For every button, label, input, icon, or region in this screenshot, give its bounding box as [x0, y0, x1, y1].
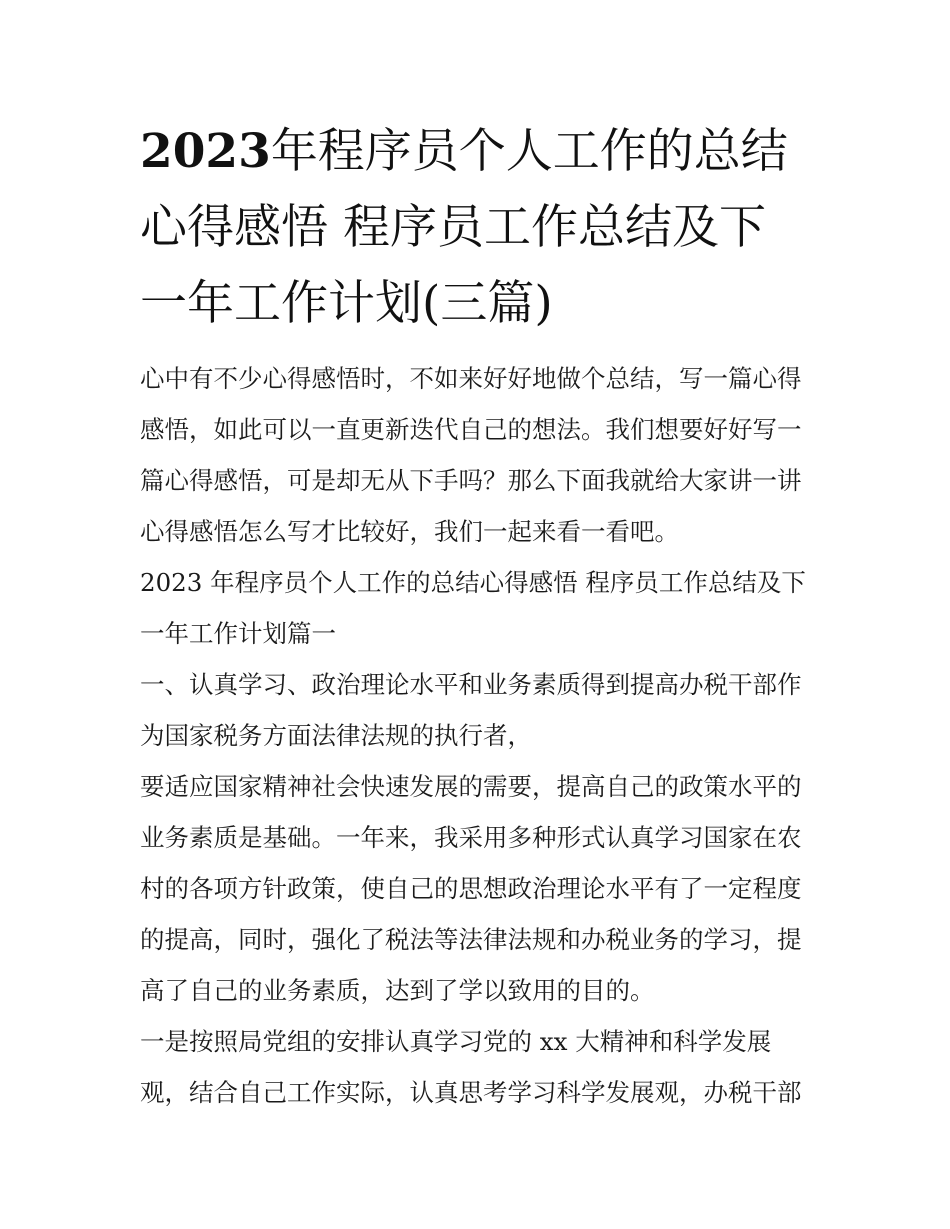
body-line: 观，结合自己工作实际，认真思考学习科学发展观，办税干部: [140, 1078, 802, 1107]
body-line: 要适应国家精神社会快速发展的需要，提高自己的政策水平的: [140, 772, 802, 801]
body-line: 业务素质是基础。一年来，我采用多种形式认真学习国家在农: [140, 823, 802, 852]
section-heading-line: 2023 年程序员个人工作的总结心得感悟 程序员工作总结及下: [140, 568, 806, 597]
body-line: 一是按照局党组的安排认真学习党的 xx 大精神和科学发展: [140, 1027, 772, 1056]
body-line: 感悟，如此可以一直更新迭代自己的想法。我们想要好好写一: [140, 415, 802, 444]
title-year: 2023: [140, 124, 271, 179]
title-line-2: 心得感悟 程序员工作总结及下: [140, 200, 766, 255]
document-title: [140, 114, 820, 342]
body-line: 一、认真学习、政治理论水平和业务素质得到提高办税干部作: [140, 670, 802, 699]
body-line: 篇心得感悟，可是却无从下手吗？那么下面我就给大家讲一讲: [140, 466, 802, 495]
body-line: 心得感悟怎么写才比较好，我们一起来看一看吧。: [140, 517, 679, 546]
title-line-1: 年程序员个人工作的总结: [270, 124, 788, 179]
body-line: 村的各项方针政策，使自己的思想政治理论水平有了一定程度: [140, 874, 802, 903]
body-line: 心中有不少心得感悟时，不如来好好地做个总结，写一篇心得: [140, 364, 802, 393]
title-line-3: 一年工作计划(三篇): [140, 276, 553, 331]
body-line: 的提高，同时，强化了税法等法律法规和办税业务的学习，提: [140, 925, 802, 954]
body-line: 为国家税务方面法律法规的执行者，: [140, 721, 532, 750]
section-heading-line: 一年工作计划篇一: [140, 619, 336, 648]
body-line: 高了自己的业务素质，达到了学以致用的目的。: [140, 976, 655, 1005]
